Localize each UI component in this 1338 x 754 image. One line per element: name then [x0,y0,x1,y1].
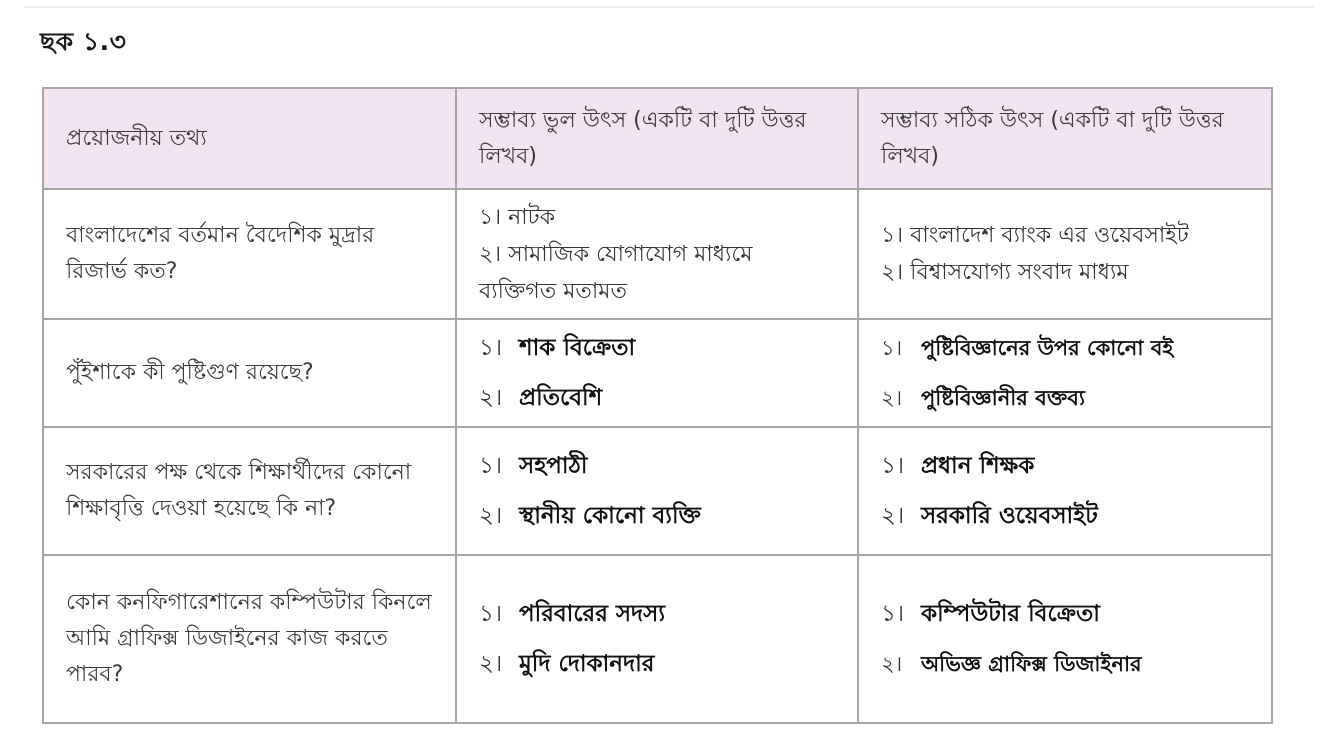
right-source-cell [858,427,1272,555]
question-cell: পুঁইশাকে কী পুষ্টিগুণ রয়েছে? [43,319,456,427]
list-item: ১। নাটক [479,204,556,230]
list-item: ১। প্রধান শিক্ষক [881,453,1035,479]
list-item: ১। সহপাঠী [479,453,588,479]
column-header-possible-wrong-source: সম্ভাব্য ভুল উৎস (একটি বা দুটি উত্তর লিখব) [456,88,858,189]
question-cell: কোন কনফিগারেশানের কম্পিউটার কিনলে আমি গ্রাফিক্স ডিজাইনের কাজ করতে পারব? [43,555,456,723]
top-divider [24,6,1314,8]
column-header-possible-right-source: সম্ভাব্য সঠিক উৎস (একটি বা দুটি উত্তর লিখব) [858,88,1272,189]
right-source-cell [858,189,1272,319]
wrong-source-cell [456,427,858,555]
list-item: ২। বিশ্বাসযোগ্য সংবাদ মাধ্যম [881,260,1129,285]
question-cell: বাংলাদেশের বর্তমান বৈদেশিক মুদ্রার রিজার্ভ কত? [43,189,456,319]
table-row [43,555,1272,723]
list-item: ১। বাংলাদেশ ব্যাংক এর ওয়েবসাইট [881,223,1189,248]
column-header-required-info: প্রয়োজনীয় তথ্য [43,88,456,189]
wrong-source-cell [456,189,858,319]
right-source-cell [858,319,1272,427]
information-sources-table [42,87,1273,724]
wrong-source-cell [456,555,858,723]
right-source-cell [858,555,1272,723]
question-cell: সরকারের পক্ষ থেকে শিক্ষার্থীদের কোনো শিক্ষাবৃত্তি দেওয়া হয়েছে কি না? [43,427,456,555]
list-item: ২। সামাজিক যোগাযোগ মাধ্যমে ব্যক্তিগত মতামত [479,241,753,304]
table-row [43,319,1272,427]
table-caption: ছক ১.৩ [40,27,127,56]
list-item: ২। সরকারি ওয়েবসাইট [881,503,1098,529]
list-item: ১। পরিবারের সদস্য [479,601,666,627]
list-item: ২। প্রতিবেশি [479,385,603,411]
list-item: ২। স্থানীয় কোনো ব্যক্তি [479,503,701,529]
list-item: ২। অভিজ্ঞ গ্রাফিক্স ডিজাইনার [881,652,1142,676]
table-header-row [43,88,1272,189]
list-item: ১। শাক বিক্রেতা [479,335,636,361]
list-item: ১। কম্পিউটার বিক্রেতা [881,601,1100,627]
table-row [43,189,1272,319]
table-row [43,427,1272,555]
wrong-source-cell [456,319,858,427]
list-item: ১। পুষ্টিবিজ্ঞানের উপর কোনো বই [881,336,1174,360]
list-item: ২। মুদি দোকানদার [479,651,655,677]
list-item: ২। পুষ্টিবিজ্ঞানীর বক্তব্য [881,386,1086,410]
